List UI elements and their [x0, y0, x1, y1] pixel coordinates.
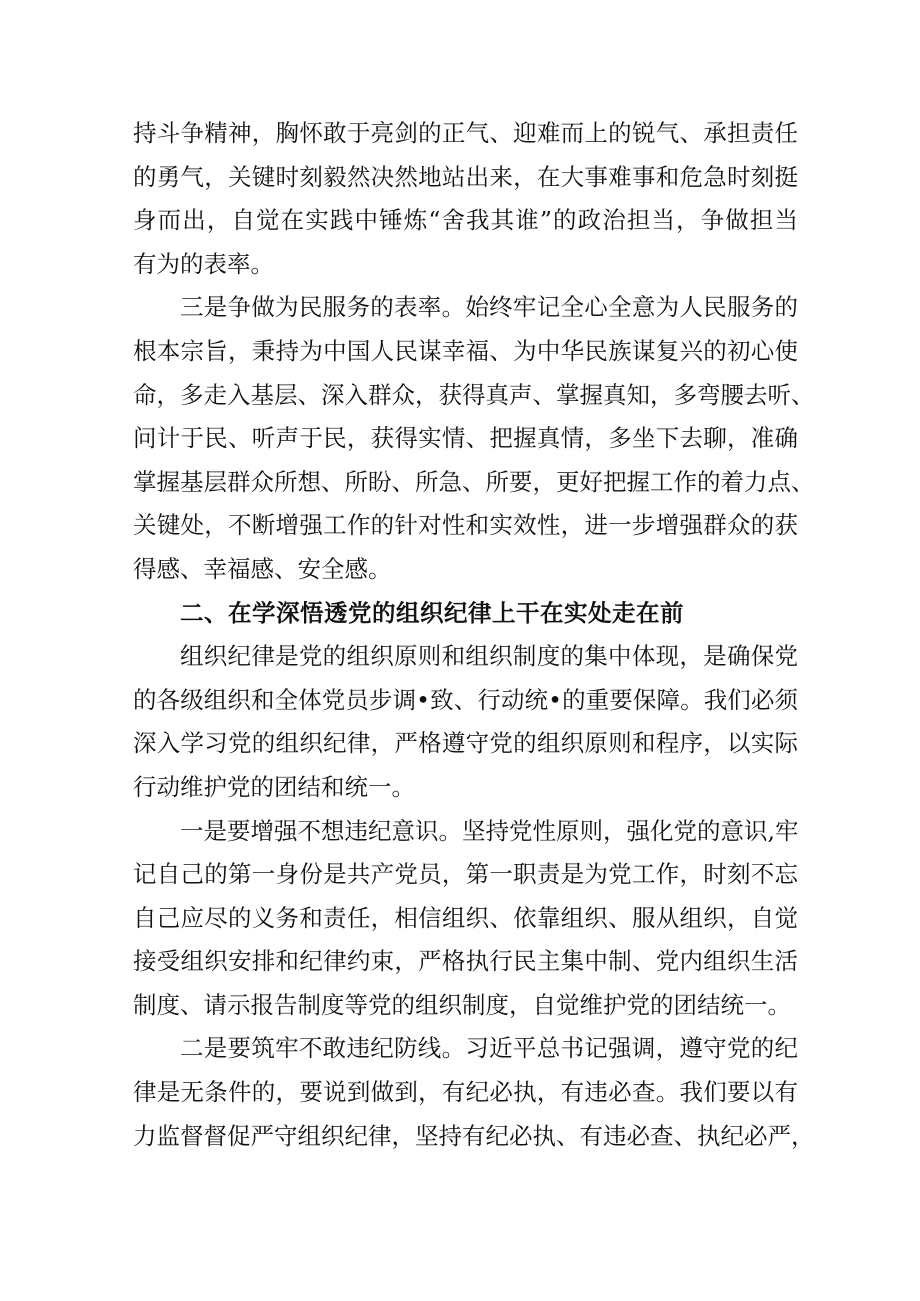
text-line: 问计于民、听声于民，获得实情、把握真情，多坐下去聊，准确 — [133, 424, 798, 453]
paragraph — [133, 810, 798, 1028]
paragraph — [133, 112, 798, 286]
text-line: 有为的表率。 — [133, 249, 274, 278]
text-line: 根本宗旨，秉持为中国人民谋幸福、为中华民族谋复兴的初心使 — [133, 336, 798, 365]
text-line: 三是争做为民服务的表率。始终牢记全心全意为人民服务的 — [180, 293, 798, 322]
text-line: 持斗争精神，胸怀敢于亮剑的正气、迎难而上的锐气、承担责任 — [133, 119, 798, 147]
text-line: 二是要筑牢不敢违纪防线。习近平总书记强调，遵守党的纪 — [180, 1034, 798, 1063]
text-line: 接受组织安排和纪律约束，严格执行民主集中制、党内组织生活 — [133, 947, 798, 976]
text-line: 组织纪律是党的组织原则和组织制度的集中体现，是确保党 — [180, 642, 798, 671]
text-line: 的勇气，关键时刻毅然决然地站出来，在大事难事和危急时刻挺 — [133, 162, 798, 191]
text-line: 身而出，自觉在实践中锤炼“舍我其谁”的政治担当，争做担当 — [133, 206, 798, 235]
section-heading: 二、在学深悟透党的组织纪律上干在实处走在前 — [180, 598, 684, 627]
text-line: 掌握基层群众所想、所盼、所急、所要，更好把握工作的着力点、 — [133, 467, 815, 496]
text-line: 律是无条件的，要说到做到，有纪必执，有违必查。我们要以有 — [133, 1078, 798, 1107]
text-line: 行动维护党的团结和统一。 — [133, 772, 415, 801]
paragraph — [133, 635, 798, 809]
text-line: 深入学习党的组织纪律，严格遵守党的组织原则和程序，以实际 — [133, 729, 798, 758]
document-body — [133, 112, 815, 1158]
text-line: 命，多走入基层、深入群众，获得真声、掌握真知，多弯腰去听、 — [133, 380, 815, 409]
text-line: 记自己的第一身份是共产党员，第一职责是为党工作，时刻不忘 — [133, 860, 798, 889]
paragraph — [133, 1027, 815, 1158]
text-line: 关键处，不断增强工作的针对性和实效性，进一步增强群众的获 — [133, 511, 798, 540]
text-line: 力监督督促严守组织纪律，坚持有纪必执、有违必查、执纪必严， — [133, 1121, 815, 1150]
text-line: 一是要增强不想违纪意识。坚持党性原则，强化党的意识,牢 — [180, 816, 799, 845]
text-line: 的各级组织和全体党员步调•致、行动统•的重要保障。我们必须 — [133, 685, 798, 714]
text-line: 自己应尽的义务和责任，相信组织、依靠组织、服从组织，自觉 — [133, 903, 798, 932]
paragraph — [133, 286, 815, 591]
text-line: 得感、幸福感、安全感。 — [133, 554, 392, 583]
text-line: 制度、请示报告制度等党的组织制度，自觉维护党的团结统一。 — [133, 990, 791, 1019]
